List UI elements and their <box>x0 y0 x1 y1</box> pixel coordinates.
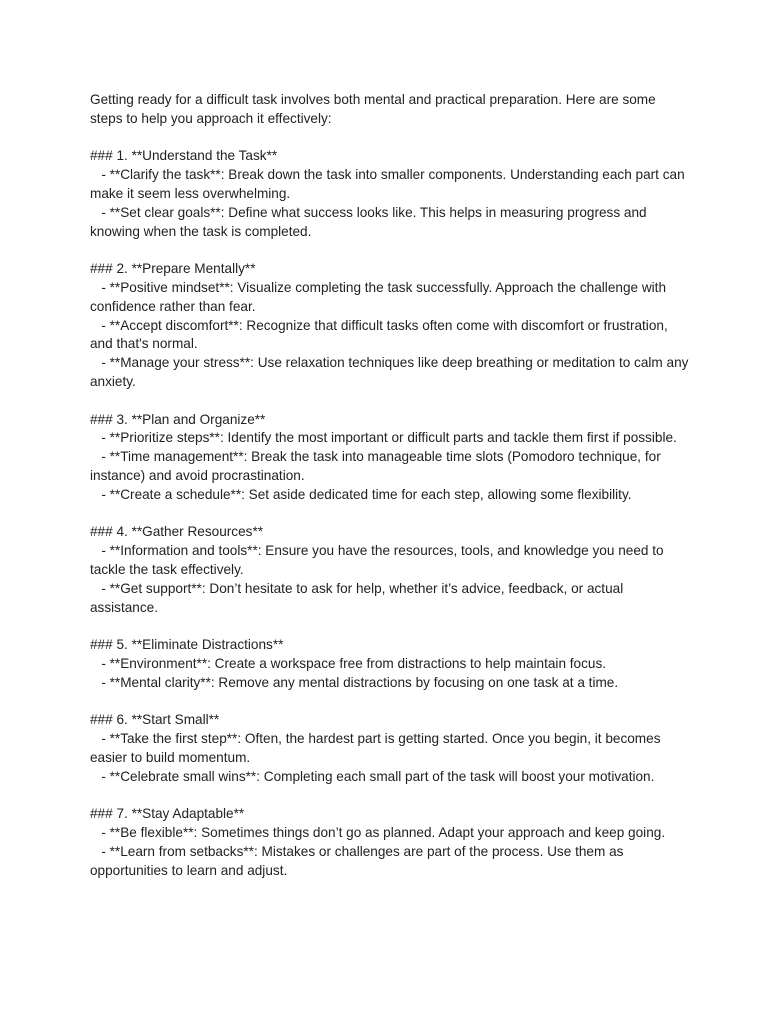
list-item: - **Be flexible**: Sometimes things don’t go as planned. Adapt your approach and keep going. <box>90 825 666 841</box>
list-item-text: **Celebrate small wins**: Completing each small part of the task will boost your motivation. <box>109 768 655 784</box>
intro-paragraph: Getting ready for a difficult task involves both mental and practical preparation. Here are some steps to help you approach it effectively: <box>90 92 656 126</box>
list-item-text: **Clarify the task**: Break down the task into smaller components. Understanding each part can make it seem less overwhelming. <box>90 167 685 201</box>
section-heading: ### 3. **Plan and Organize** <box>90 411 266 427</box>
list-item: - **Get support**: Don’t hesitate to ask for help, whether it’s advice, feedback, or actual assistance. <box>90 580 624 615</box>
section-stay-adaptable <box>90 805 690 880</box>
section-heading: ### 2. **Prepare Mentally** <box>90 261 256 277</box>
section-eliminate-distractions <box>90 636 690 692</box>
section-heading: ### 1. **Understand the Task** <box>90 148 278 164</box>
list-item: - **Clarify the task**: Break down the task into smaller components. Understanding each part can make it seem less overwhelming. <box>90 167 685 201</box>
list-item: - **Celebrate small wins**: Completing each small part of the task will boost your motivation. <box>90 768 655 784</box>
list-item-text: **Be flexible**: Sometimes things don’t go as planned. Adapt your approach and keep going. <box>109 825 666 841</box>
section-heading: ### 5. **Eliminate Distractions** <box>90 637 284 653</box>
list-item: - **Time management**: Break the task into manageable time slots (Pomodoro technique, for instance) and avoid procrastination. <box>90 449 661 483</box>
section-heading: ### 7. **Stay Adaptable** <box>90 806 245 822</box>
document-body <box>90 91 690 899</box>
list-item: - **Take the first step**: Often, the hardest part is getting started. Once you begin, it becomes easier to build momentum. <box>90 731 661 765</box>
list-item-text: **Positive mindset**: Visualize completing the task successfully. Approach the challenge with confidence rather than fear. <box>90 279 667 314</box>
section-understand-task <box>90 147 690 241</box>
list-item-text: **Mental clarity**: Remove any mental distractions by focusing on one task at a time. <box>109 674 619 690</box>
section-gather-resources <box>90 523 690 617</box>
list-item-text: **Time management**: Break the task into manageable time slots (Pomodoro technique, for instance) and avoid procrastination. <box>90 449 661 483</box>
list-item: - **Manage your stress**: Use relaxation techniques like deep breathing or meditation to calm any anxiety. <box>90 355 689 389</box>
list-item: - **Environment**: Create a workspace free from distractions to help maintain focus. <box>90 655 607 671</box>
list-item-text: **Get support**: Don’t hesitate to ask for help, whether it’s advice, feedback, or actual assistance. <box>90 580 624 615</box>
list-item-text: **Manage your stress**: Use relaxation techniques like deep breathing or meditation to calm any anxiety. <box>90 355 689 389</box>
list-item: - **Positive mindset**: Visualize completing the task successfully. Approach the challenge with confidence rather than fear. <box>90 279 667 314</box>
list-item: - **Information and tools**: Ensure you have the resources, tools, and knowledge you need to tackle the task effectively. <box>90 543 664 577</box>
list-item: - **Set clear goals**: Define what success looks like. This helps in measuring progress and knowing when the task is completed. <box>90 204 647 239</box>
list-item-text: **Accept discomfort**: Recognize that difficult tasks often come with discomfort or frustration, and that's normal. <box>90 317 668 352</box>
list-item-text: **Prioritize steps**: Identify the most important or difficult parts and tackle them first if possible. <box>109 430 677 446</box>
list-item-text: **Set clear goals**: Define what success looks like. This helps in measuring progress and knowing when the task is completed. <box>90 204 647 239</box>
list-item: - **Prioritize steps**: Identify the most important or difficult parts and tackle them first if possible. <box>90 430 677 446</box>
section-prepare-mentally <box>90 260 690 392</box>
list-item-text: **Environment**: Create a workspace free from distractions to help maintain focus. <box>109 655 607 671</box>
list-item-text: **Take the first step**: Often, the hardest part is getting started. Once you begin, it becomes easier to build momentum. <box>90 731 661 765</box>
list-item: - **Mental clarity**: Remove any mental distractions by focusing on one task at a time. <box>90 674 619 690</box>
list-item-text: **Information and tools**: Ensure you have the resources, tools, and knowledge you need to tackle the task effectively. <box>90 543 664 577</box>
list-item: - **Accept discomfort**: Recognize that difficult tasks often come with discomfort or frustration, and that's normal. <box>90 317 668 352</box>
section-heading: ### 4. **Gather Resources** <box>90 524 264 540</box>
list-item-text: **Create a schedule**: Set aside dedicated time for each step, allowing some flexibility. <box>109 486 632 502</box>
section-start-small <box>90 711 690 786</box>
section-heading: ### 6. **Start Small** <box>90 712 220 728</box>
list-item: - **Learn from setbacks**: Mistakes or challenges are part of the process. Use them as opportunities to learn and adjust. <box>90 843 624 878</box>
list-item: - **Create a schedule**: Set aside dedicated time for each step, allowing some flexibility. <box>90 486 632 502</box>
section-plan-organize <box>90 411 690 505</box>
list-item-text: **Learn from setbacks**: Mistakes or challenges are part of the process. Use them as opportunities to learn and adjust. <box>90 843 624 878</box>
